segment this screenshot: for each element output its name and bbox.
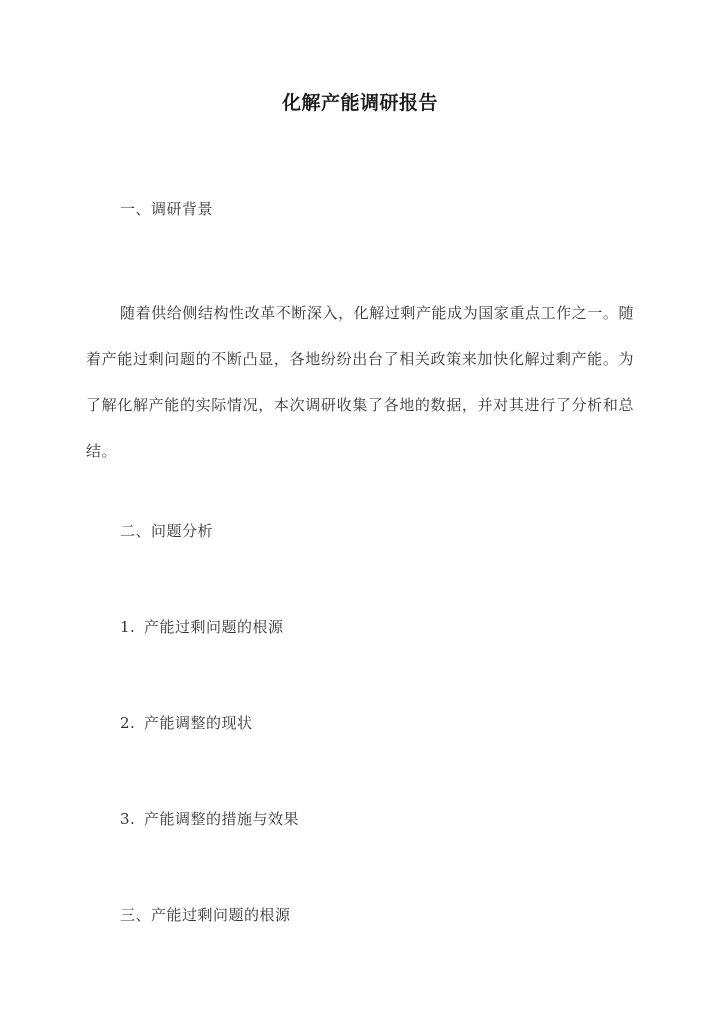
section-heading-root-cause: 三、产能过剩问题的根源 xyxy=(120,906,291,924)
list-item-text: 产能调整的措施与效果 xyxy=(144,810,300,828)
section-heading-problem-analysis: 二、问题分析 xyxy=(120,522,214,540)
list-item-number: 3. xyxy=(120,810,136,828)
list-item xyxy=(120,808,299,829)
list-item xyxy=(120,712,253,733)
document-title: 化解产能调研报告 xyxy=(281,92,438,114)
list-item xyxy=(120,616,284,637)
list-item-text: 产能过剩问题的根源 xyxy=(144,618,284,636)
list-item-number: 2. xyxy=(120,714,136,732)
list-item-text: 产能调整的现状 xyxy=(144,714,253,732)
section-heading-background: 一、调研背景 xyxy=(120,200,214,218)
list-item-number: 1. xyxy=(120,618,136,636)
background-paragraph: 随着供给侧结构性改革不断深入，化解过剩产能成为国家重点工作之一。随着产能过剩问题的不断凸显，各地纷纷出台了相关政策来加快化解过剩产能。为了解化解产能的实际情况，本次调研收集了各地的数据，并对其进行了分析和总结。 xyxy=(86,304,634,460)
